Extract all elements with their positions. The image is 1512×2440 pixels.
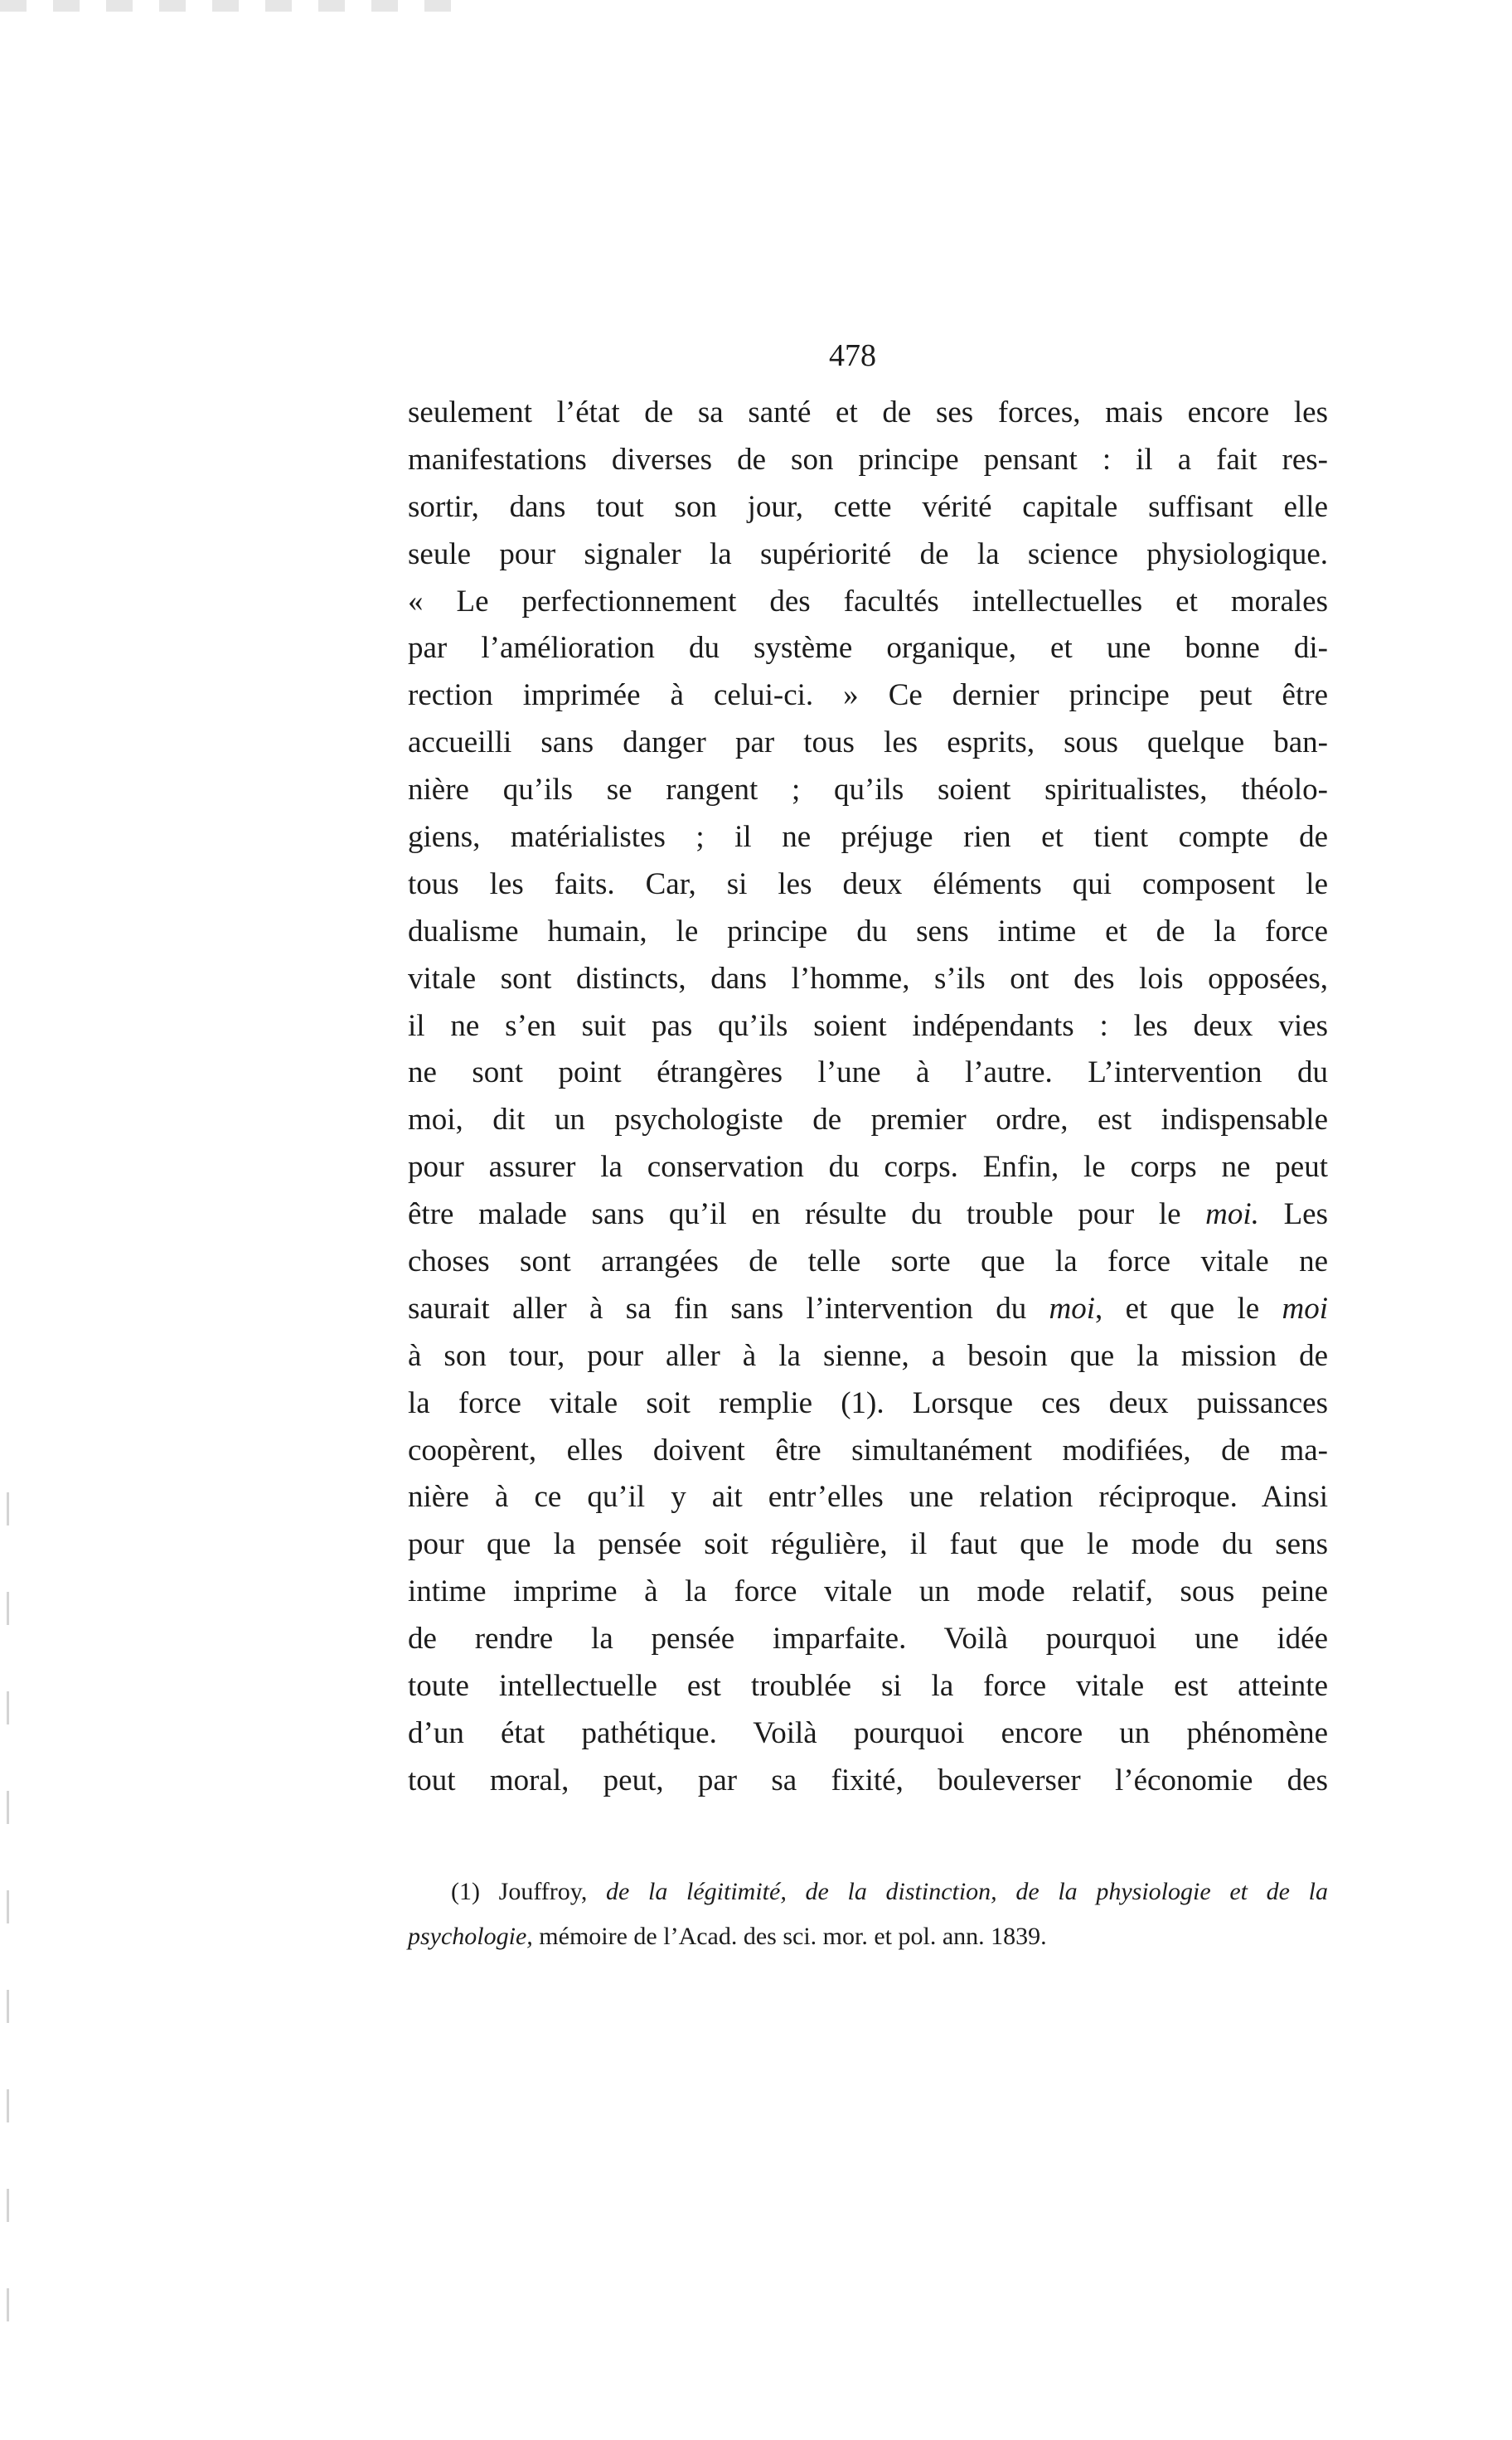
text-line: « Le perfectionnement des facultés intellectuelles et morales — [408, 584, 1328, 618]
text-line: manifestations diverses de son principe pensant : il a fait res- — [408, 442, 1328, 477]
footnote-line — [408, 1870, 1328, 1914]
line-text: être malade sans qu’il en résulte du trouble pour le — [408, 1197, 1206, 1232]
italic-word: moi — [1282, 1291, 1328, 1326]
text-line: coopèrent, elles doivent être simultanément modifiées, de ma- — [408, 1433, 1328, 1467]
text-line: pour assurer la conservation du corps. Enfin, le corps ne peut — [408, 1150, 1328, 1185]
text-line: rection imprimée à celui-ci. » Ce dernier principe peut être — [408, 678, 1328, 713]
text-line: dualisme humain, le principe du sens intime et de la force — [408, 914, 1328, 948]
footnote-title: psychologie, — [408, 1923, 533, 1950]
footnote-title: de la légitimité, de la distinction, de la physiologie et de la — [606, 1878, 1329, 1905]
text-line: choses sont arrangées de telle sorte que la force vitale ne — [408, 1244, 1328, 1279]
text-line: tout moral, peut, par sa fixité, bouleverser l’économie des — [408, 1763, 1328, 1797]
text-line: toute intellectuelle est troublée si la force vitale est atteinte — [408, 1669, 1328, 1704]
text-line: de rendre la pensée imparfaite. Voilà pourquoi une idée — [408, 1622, 1328, 1657]
text-line: la force vitale soit remplie (1). Lorsque ces deux puissances — [408, 1385, 1328, 1420]
line-text: , et que le — [1095, 1291, 1282, 1326]
footnote-source: mémoire de l’Acad. des sci. mor. et pol. ann. 1839. — [539, 1923, 1047, 1950]
text-line: giens, matérialistes ; il ne préjuge rien et tient compte de — [408, 820, 1328, 855]
text-line: seule pour signaler la supériorité de la science physiologique. — [408, 536, 1328, 571]
text-line: par l’amélioration du système organique, et une bonne di- — [408, 631, 1328, 666]
footnote-author: Jouffroy, — [498, 1878, 588, 1905]
footnote-line — [408, 1914, 1328, 1959]
footnote — [408, 1870, 1328, 1959]
line-text: saurait aller à sa fin sans l’intervention du — [408, 1291, 1049, 1326]
text-line: nière à ce qu’il y ait entr’elles une relation réciproque. Ainsi — [408, 1480, 1328, 1515]
text-line: intime imprime à la force vitale un mode relatif, sous peine — [408, 1574, 1328, 1609]
scan-edge-top — [0, 0, 464, 12]
text-line: d’un état pathétique. Voilà pourquoi encore un phénomène — [408, 1715, 1328, 1750]
text-line — [408, 1191, 1328, 1239]
footnote-marker: (1) — [451, 1878, 480, 1905]
italic-word: moi — [1049, 1291, 1096, 1326]
page-number: 478 — [829, 338, 876, 373]
text-line: ne sont point étrangères l’une à l’autre. L’intervention du — [408, 1055, 1328, 1090]
text-line: accueilli sans danger par tous les esprits, sous quelque ban- — [408, 725, 1328, 760]
body-text — [408, 390, 1328, 1805]
text-line: tous les faits. Car, si les deux éléments qui composent le — [408, 866, 1328, 901]
text-line: sortir, dans tout son jour, cette vérité capitale suffisant elle — [408, 489, 1328, 524]
line-text: Les — [1258, 1197, 1328, 1232]
text-line: il ne s’en suit pas qu’ils soient indépendants : les deux vies — [408, 1008, 1328, 1043]
scan-edge-left — [7, 1492, 9, 2355]
text-line: pour que la pensée soit régulière, il faut que le mode du sens — [408, 1527, 1328, 1562]
text-line — [408, 1286, 1328, 1333]
italic-word: moi. — [1205, 1197, 1259, 1232]
text-line: vitale sont distincts, dans l’homme, s’ils ont des lois opposées, — [408, 961, 1328, 996]
text-line: moi, dit un psychologiste de premier ordre, est indispensable — [408, 1103, 1328, 1138]
text-line: seulement l’état de sa santé et de ses forces, mais encore les — [408, 395, 1328, 429]
text-line: nière qu’ils se rangent ; qu’ils soient spiritualistes, théolo- — [408, 773, 1328, 808]
text-line: à son tour, pour aller à la sienne, a besoin que la mission de — [408, 1338, 1328, 1373]
